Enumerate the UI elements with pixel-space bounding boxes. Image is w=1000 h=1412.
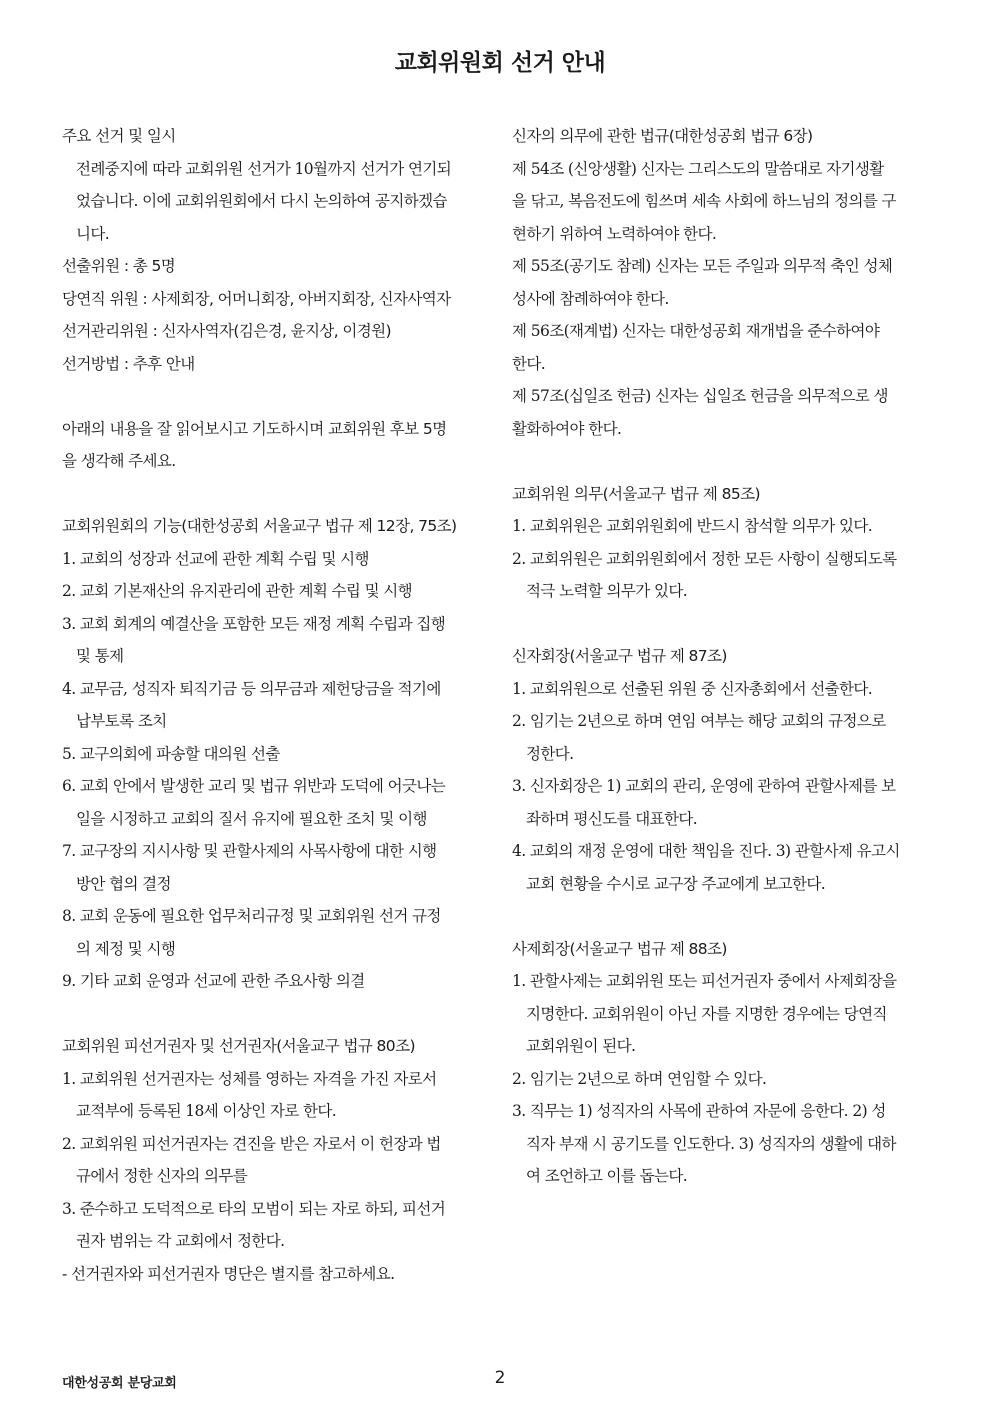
function-item: 9. 기타 교회 운영과 선교에 관한 주요사항 의결 xyxy=(62,972,365,990)
section-heading-lay-chair: 신자회장(서울교구 법규 제 87조) xyxy=(512,647,727,665)
lay-chair-item-cont: 교회 현황을 수시로 교구장 주교에게 보고한다. xyxy=(526,874,826,893)
function-item: 8. 교회 운동에 필요한 업무처리규정 및 교회위원 선거 규정 xyxy=(62,907,441,925)
committee-duty-item: 1. 교회위원은 교회위원회에 반드시 참석할 의무가 있다. xyxy=(512,517,873,535)
lay-chair-item-cont: 좌하며 평신도를 대표한다. xyxy=(526,809,698,828)
election-info-item: 당연직 위원 : 사제회장, 어머니회장, 아버지회장, 신자사역자 xyxy=(62,289,451,308)
function-item: 5. 교구의회에 파송할 대의원 선출 xyxy=(62,744,280,763)
election-info-item: 선거관리위원 : 신자사역자(김은경, 윤지상, 이경원) xyxy=(62,322,391,340)
duty-article-line: 성사에 참례하여야 한다. xyxy=(512,289,669,308)
spacer xyxy=(62,998,487,1031)
duty-article-line: 을 닦고, 복음전도에 힘쓰며 세속 사회에 하느님의 정의를 구 xyxy=(512,192,896,210)
function-item-cont: 방안 협의 결정 xyxy=(76,874,171,893)
section-heading-member-duties: 신자의 의무에 관한 법규(대한성공회 법규 6장) xyxy=(512,127,813,145)
function-item: 6. 교회 안에서 발생한 교리 및 법규 위반과 도덕에 어긋나는 xyxy=(62,777,446,795)
election-notice-line: 니다. xyxy=(76,224,110,243)
eligibility-item: 3. 준수하고 도덕적으로 타의 모범이 되는 자로 하되, 피선거 xyxy=(62,1199,446,1218)
eligibility-item: 2. 교회위원 피선거권자는 견진을 받은 자로서 이 헌장과 법 xyxy=(62,1134,441,1153)
function-item-cont: 의 제정 및 시행 xyxy=(76,939,176,958)
section-heading-committee-duties: 교회위원 의무(서울교구 법규 제 85조) xyxy=(512,484,760,503)
prayer-notice-line: 아래의 내용을 잘 읽어보시고 기도하시며 교회위원 후보 5명 xyxy=(62,419,447,438)
election-info-item: 선거방법 : 추후 안내 xyxy=(62,354,195,373)
duty-article-line: 한다. xyxy=(512,354,546,373)
function-item-cont: 및 통제 xyxy=(76,647,124,665)
eligibility-item: 1. 교회위원 선거권자는 성체를 영하는 자격을 가진 자로서 xyxy=(62,1069,437,1088)
section-heading-eligibility: 교회위원 피선거권자 및 선거권자(서울교구 법규 80조) xyxy=(62,1037,415,1055)
duty-article-line: 제 57조(십일조 헌금) 신자는 십일조 헌금을 의무적으로 생 xyxy=(512,387,888,405)
committee-duty-item: 2. 교회위원은 교회위원회에서 정한 모든 사항이 실행되도록 xyxy=(512,549,897,568)
duty-article-line: 현하기 위하여 노력하여야 한다. xyxy=(512,224,717,243)
priest-chair-item-cont: 여 조언하고 이를 돕는다. xyxy=(526,1167,688,1185)
election-notice-line: 전례중지에 따라 교회위원 선거가 10월까지 선거가 연기되 xyxy=(76,159,452,178)
duty-article-line: 제 54조 (신앙생활) 신자는 그리스도의 말씀대로 자기생활 xyxy=(512,159,884,178)
function-item: 3. 교회 회계의 예결산을 포함한 모든 재정 계획 수립과 집행 xyxy=(62,614,446,633)
duty-article-line: 활화하여야 한다. xyxy=(512,419,622,438)
lay-chair-item: 4. 교회의 재정 운영에 대한 책임을 진다. 3) 관할사제 유고시 xyxy=(512,842,900,860)
duty-article-line: 제 55조(공기도 참례) 신자는 모든 주일과 의무적 축인 성체 xyxy=(512,257,893,275)
function-item: 4. 교무금, 성직자 퇴직기금 등 의무금과 제헌당금을 적기에 xyxy=(62,679,441,698)
function-item: 7. 교구장의 지시사항 및 관할사제의 사목사항에 대한 시행 xyxy=(62,842,437,860)
page-number: 2 xyxy=(494,1368,506,1388)
priest-chair-item-cont: 지명한다. 교회위원이 아닌 자를 지명한 경우에는 당연직 xyxy=(526,1004,887,1023)
priest-chair-item-cont: 직자 부재 시 공기도를 인도한다. 3) 성직자의 생활에 대하 xyxy=(526,1134,896,1153)
priest-chair-item: 1. 관할사제는 교회위원 또는 피선거권자 중에서 사제회장을 xyxy=(512,972,897,990)
priest-chair-item-cont: 교회위원이 된다. xyxy=(526,1037,636,1055)
function-item-cont: 일을 시정하고 교회의 질서 유지에 필요한 조치 및 이행 xyxy=(76,809,427,828)
eligibility-item-cont: 권자 범위는 각 교회에서 정한다. xyxy=(76,1232,285,1250)
spacer xyxy=(512,900,937,933)
page-title: 교회위원회 선거 안내 xyxy=(394,50,606,76)
duty-article-line: 제 56조(재계법) 신자는 대한성공회 재개법을 준수하여야 xyxy=(512,322,880,340)
footer-church-name: 대한성공회 분당교회 xyxy=(62,1376,177,1391)
spacer xyxy=(512,445,937,478)
function-item: 2. 교회 기본재산의 유지관리에 관한 계획 수립 및 시행 xyxy=(62,582,413,600)
right-column xyxy=(512,120,937,1193)
prayer-notice-line: 을 생각해 주세요. xyxy=(62,452,176,470)
committee-duty-item-cont: 적극 노력할 의무가 있다. xyxy=(526,582,688,600)
section-heading-priest-chair: 사제회장(서울교구 법규 제 88조) xyxy=(512,939,727,958)
spacer xyxy=(62,478,487,511)
election-info-item: 선출위원 : 총 5명 xyxy=(62,257,176,275)
election-notice-line: 었습니다. 이에 교회위원회에서 다시 논의하여 공지하겠습 xyxy=(76,192,447,210)
eligibility-item-cont: 교적부에 등록된 18세 이상인 자로 한다. xyxy=(76,1102,337,1120)
eligibility-item-cont: 규에서 정한 신자의 의무를 xyxy=(76,1167,248,1185)
section-heading-election: 주요 선거 및 일시 xyxy=(62,127,176,145)
lay-chair-item: 3. 신자회장은 1) 교회의 관리, 운영에 관하여 관할사제를 보 xyxy=(512,777,896,795)
lay-chair-item: 1. 교회위원으로 선출된 위원 중 신자총회에서 선출한다. xyxy=(512,679,873,698)
spacer xyxy=(512,608,937,641)
lay-chair-item: 2. 임기는 2년으로 하며 연임 여부는 해당 교회의 규정으로 xyxy=(512,712,886,730)
lay-chair-item-cont: 정한다. xyxy=(526,744,574,763)
spacer xyxy=(62,380,487,413)
priest-chair-item: 3. 직무는 1) 성직자의 사목에 관하여 자문에 응한다. 2) 성 xyxy=(512,1102,886,1120)
left-column xyxy=(62,120,487,1290)
priest-chair-item: 2. 임기는 2년으로 하며 연임할 수 있다. xyxy=(512,1069,767,1088)
function-item-cont: 납부토록 조치 xyxy=(76,712,167,730)
eligibility-note: - 선거권자와 피선거권자 명단은 별지를 참고하세요. xyxy=(62,1264,395,1283)
section-heading-committee-functions: 교회위원회의 기능(대한성공회 서울교구 법규 제 12장, 75조) xyxy=(62,517,457,535)
function-item: 1. 교회의 성장과 선교에 관한 계획 수립 및 시행 xyxy=(62,549,369,568)
